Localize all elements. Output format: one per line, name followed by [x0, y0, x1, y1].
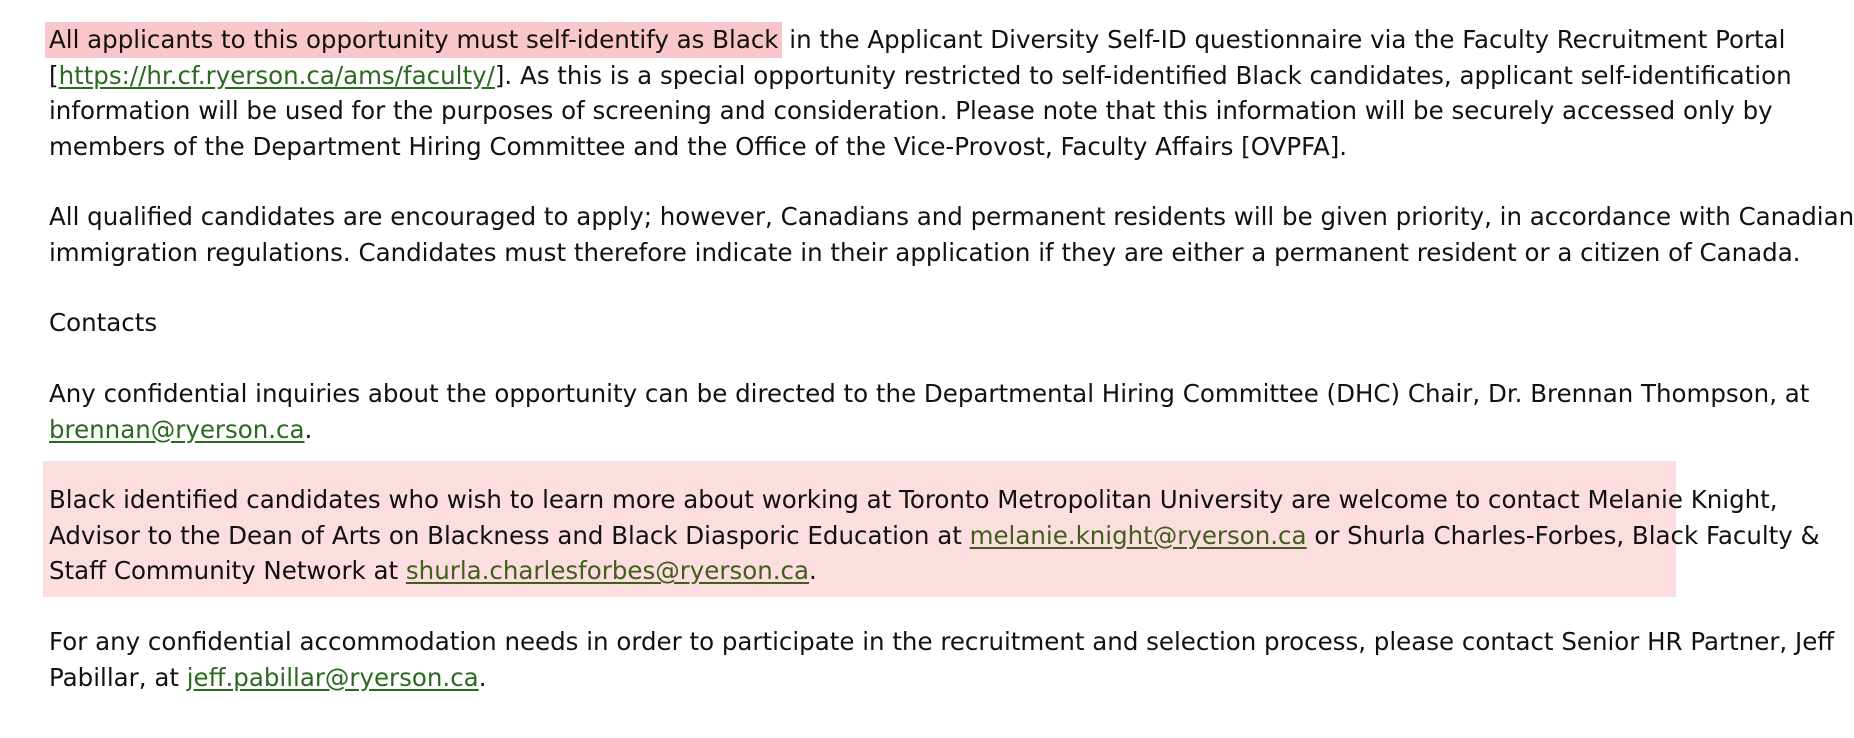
black-candidates-line-2: [49, 518, 1820, 554]
accommodation-paragraph: [49, 624, 1835, 695]
self-id-line-1: [49, 22, 1786, 58]
contacts-heading: [49, 305, 1709, 341]
black-candidates-end: .: [809, 556, 817, 585]
brennan-email-link[interactable]: brennan@ryerson.ca: [49, 414, 305, 444]
self-id-line-3: information will be used for the purposes of screening and consideration. Please note that this information will be securely accessed only by: [49, 96, 1773, 125]
self-id-line-4: members of the Department Hiring Committee and the Office of the Vice-Provost, Faculty Affairs [OVPFA].: [49, 131, 1348, 161]
inquiries-line-2: [49, 412, 1709, 448]
priority-paragraph: [49, 199, 1854, 270]
inquiries-paragraph: [49, 376, 1810, 447]
accommodation-end: .: [478, 662, 487, 692]
black-candidates-paragraph: [49, 482, 1820, 589]
accommodation-line-1: For any confidential accommodation needs in order to participate in the recruitment and selection process, please contact Senior HR Partner, Jeff: [49, 627, 1835, 656]
inquiries-line-1: Any confidential inquiries about the opportunity can be directed to the Departmental Hiring Committee (DHC) Chair, Dr. Brennan Thompson, at: [49, 379, 1810, 408]
accommodation-line-2-pre: Pabillar, at: [49, 662, 187, 692]
contacts-heading-text: Contacts: [49, 308, 158, 337]
self-id-line-1-rest: in the Applicant Diversity Self-ID questionnaire via the Faculty Recruitment Portal: [781, 25, 1786, 54]
accommodation-line-2: [49, 660, 1709, 696]
black-candidates-line-3: [49, 553, 1709, 589]
self-id-paragraph: [49, 22, 1792, 164]
melanie-knight-email-link[interactable]: melanie.knight@ryerson.ca: [969, 520, 1307, 550]
black-candidates-line-3-pre: Staff Community Network at: [49, 556, 406, 585]
self-id-line-2: [49, 58, 1792, 94]
inquiries-end: .: [304, 414, 313, 444]
priority-line-2: immigration regulations. Candidates must therefore indicate in their application if they are either a permanent resident or a citizen of Canada.: [49, 237, 1801, 267]
priority-line-1: All qualified candidates are encouraged to apply; however, Canadians and permanent residents will be given priority, in accordance with Canadian: [49, 202, 1854, 231]
black-candidates-line-1: Black identified candidates who wish to learn more about working at Toronto Metropolitan University are welcome to contact Melanie Knight,: [49, 485, 1778, 514]
jeff-pabillar-email-link[interactable]: jeff.pabillar@ryerson.ca: [186, 662, 479, 692]
shurla-email-link[interactable]: shurla.charlesforbes@ryerson.ca: [405, 556, 809, 585]
black-candidates-line-2-post: or Shurla Charles-Forbes, Black Faculty &: [1306, 520, 1820, 550]
self-id-line-2-rest: ]. As this is a special opportunity restricted to self-identified Black candidates, applicant self-identification: [494, 60, 1792, 90]
self-id-highlight: All applicants to this opportunity must self-identify as Black: [45, 22, 782, 58]
bracket-open: [: [49, 60, 59, 90]
black-candidates-line-2-pre: Advisor to the Dean of Arts on Blackness and Black Diasporic Education at: [49, 520, 970, 550]
faculty-recruitment-portal-link[interactable]: https://hr.cf.ryerson.ca/ams/faculty/: [58, 60, 495, 90]
